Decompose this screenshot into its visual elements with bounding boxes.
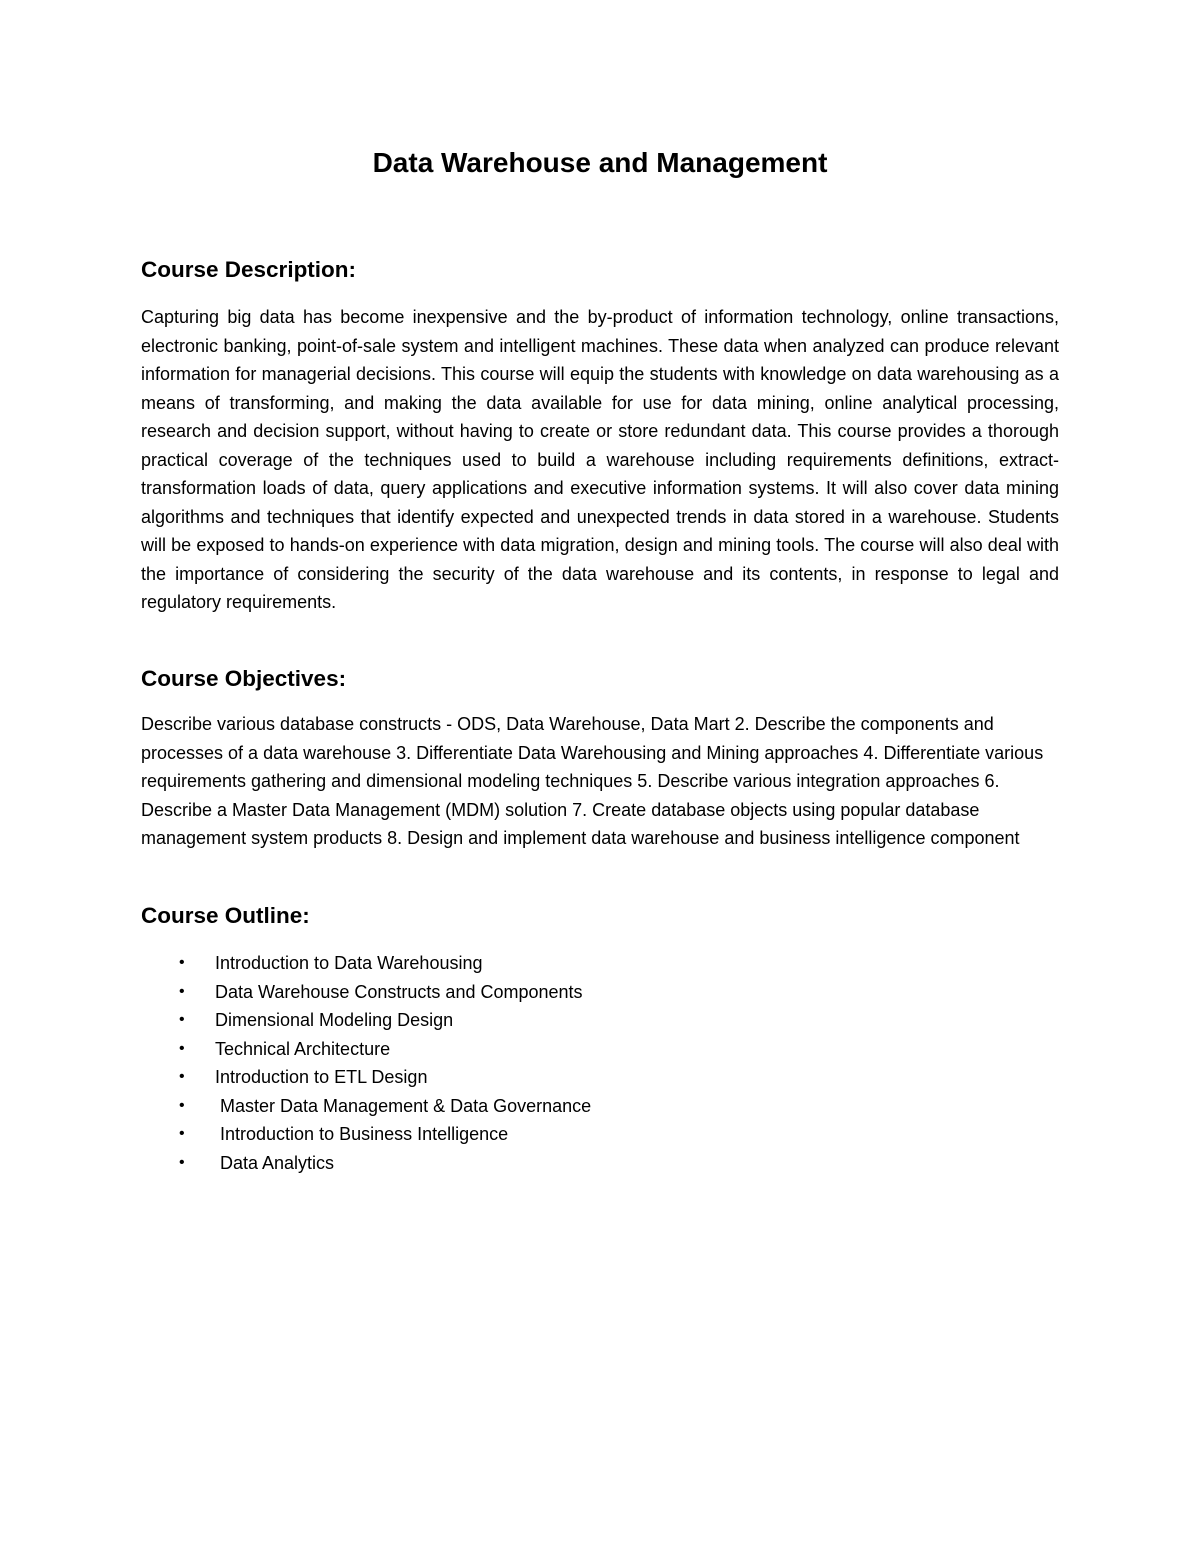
- outline-item-label: Introduction to ETL Design: [215, 1067, 428, 1087]
- bullet-icon: •: [179, 982, 185, 1000]
- course-outline-heading: Course Outline:: [141, 903, 310, 928]
- course-outline-list: [141, 949, 1059, 1177]
- course-description-text: Capturing big data has become inexpensive and the by-product of information technology, online transactions, electronic banking, point-of-sale system and intelligent machines. These data when analyzed can produce relevant information for managerial decisions. This course will equip the students with knowledge on data warehousing as a means of transforming, and making the data available for use for data mining, online analytical processing, research and decision support, without having to create or store redundant data. This course provides a thorough practical coverage of the techniques used to build a warehouse including requirements definitions, extract-transformation loads of data, query applications and executive information systems. It will also cover data mining algorithms and techniques that identify expected and unexpected trends in data stored in a warehouse. Students will be exposed to hands-on experience with data migration, design and mining tools. The course will also deal with the importance of considering the security of the data warehouse and its contents, in response to legal and regulatory requirements.: [141, 307, 1059, 612]
- outline-item-label: Data Warehouse Constructs and Components: [215, 981, 583, 1002]
- course-description-heading: Course Description:: [141, 257, 357, 282]
- bullet-icon: •: [179, 1068, 185, 1085]
- outline-item: [141, 1063, 1059, 1092]
- outline-item: [141, 1035, 1059, 1064]
- bullet-icon: •: [179, 1153, 185, 1171]
- bullet-icon: •: [179, 1011, 185, 1028]
- outline-item-label: Technical Architecture: [215, 1038, 391, 1059]
- bullet-icon: •: [179, 1125, 185, 1142]
- outline-item: [141, 978, 1059, 1007]
- outline-item: [141, 1092, 1059, 1121]
- bullet-icon: •: [179, 954, 185, 971]
- course-objectives-text: Describe various database constructs - ODS, Data Warehouse, Data Mart 2. Describe the components and processes of a data warehouse 3. Differentiate Data Warehousing and Mining approaches 4. Differentiate various requirements gathering and dimensional modeling techniques 5. Describe various integration approaches 6. Describe a Master Data Management (MDM) solution 7. Create database objects using popular database management system products 8. Design and implement data warehouse and business intelligence component: [141, 714, 1044, 848]
- bullet-icon: •: [179, 1096, 185, 1114]
- outline-item-label: Introduction to Business Intelligence: [215, 1124, 509, 1144]
- outline-item: [141, 949, 1059, 978]
- document-title: Data Warehouse and Management: [372, 147, 828, 178]
- bullet-icon: •: [179, 1039, 185, 1057]
- outline-item-label: Dimensional Modeling Design: [215, 1010, 454, 1030]
- outline-item-label: Master Data Management & Data Governance: [215, 1095, 592, 1116]
- outline-item: [141, 1006, 1059, 1035]
- outline-item-label: Introduction to Data Warehousing: [215, 953, 483, 973]
- outline-item: [141, 1149, 1059, 1178]
- outline-item: [141, 1120, 1059, 1149]
- outline-item-label: Data Analytics: [215, 1152, 335, 1173]
- course-objectives-heading: Course Objectives:: [141, 666, 347, 691]
